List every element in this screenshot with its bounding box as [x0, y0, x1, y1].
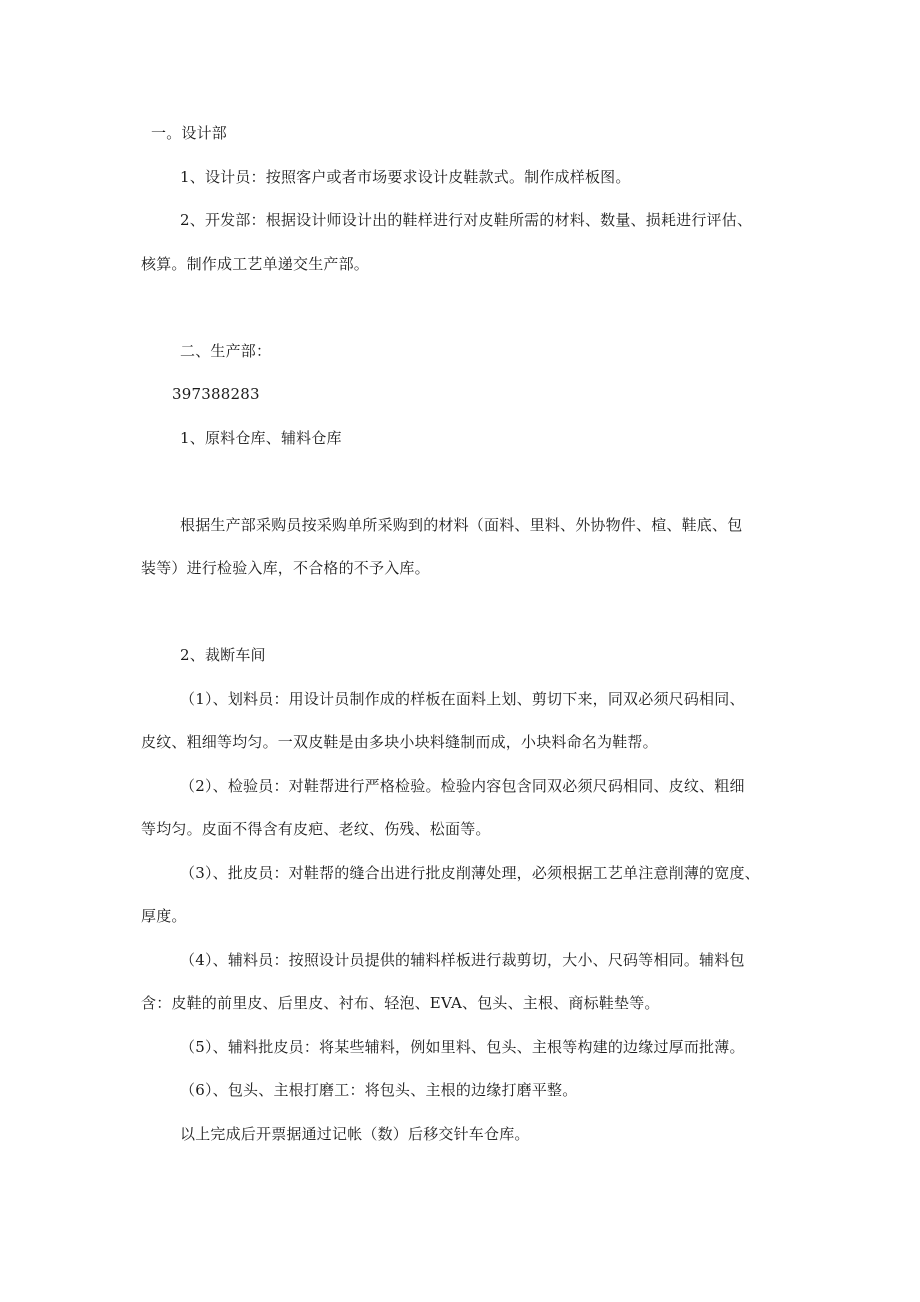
sub1-paragraph-line1: 根据生产部采购员按采购单所采购到的材料（面料、里料、外协物件、楦、鞋底、包: [180, 516, 743, 534]
item2-line2: 等均匀。皮面不得含有皮疤、老纹、伤残、松面等。: [141, 820, 491, 838]
item6: （6）、包头、主根打磨工：将包头、主根的边缘打磨平整。: [180, 1081, 578, 1099]
item3-line2: 厚度。: [141, 907, 187, 925]
section2-number: 397388283: [172, 385, 260, 403]
item2-line1: （2）、检验员：对鞋帮进行严格检验。检验内容包含同双必须尺码相同、皮纹、粗细: [180, 777, 745, 795]
closing-line: 以上完成后开票据通过记帐（数）后移交针车仓库。: [180, 1125, 530, 1143]
section1-item2-line1: 2、开发部：根据设计师设计出的鞋样进行对皮鞋所需的材料、数量、损耗进行评估、: [180, 211, 753, 229]
section1-heading: 一。设计部: [151, 124, 228, 142]
item1-line2: 皮纹、粗细等均匀。一双皮鞋是由多块小块料缝制而成，小块料命名为鞋帮。: [141, 733, 658, 751]
sub1-paragraph-line2: 装等）进行检验入库，不合格的不予入库。: [141, 559, 430, 577]
item3-line1: （3）、批皮员：对鞋帮的缝合出进行批皮削薄处理，必须根据工艺单注意削薄的宽度、: [180, 864, 760, 882]
item4-line2: 含：皮鞋的前里皮、后里皮、衬布、轻泡、EVA、包头、主根、商标鞋垫等。: [141, 994, 660, 1012]
section1-item2-line2: 核算。制作成工艺单递交生产部。: [141, 255, 370, 273]
sub1-title: 1、原料仓库、辅料仓库: [180, 429, 342, 447]
sub2-title: 2、裁断车间: [180, 646, 266, 664]
item4-line1: （4）、辅料员：按照设计员提供的辅料样板进行裁剪切，大小、尺码等相同。辅料包: [180, 951, 745, 969]
item1-line1: （1）、划料员：用设计员制作成的样板在面料上划、剪切下来，同双必须尺码相同、: [180, 690, 745, 708]
section2-heading: 二、生产部：: [180, 342, 272, 360]
section1-item1: 1、设计员：按照客户或者市场要求设计皮鞋款式。制作成样板图。: [180, 168, 631, 186]
item5: （5）、辅料批皮员：将某些辅料，例如里料、包头、主根等构建的边缘过厚而批薄。: [180, 1038, 745, 1056]
